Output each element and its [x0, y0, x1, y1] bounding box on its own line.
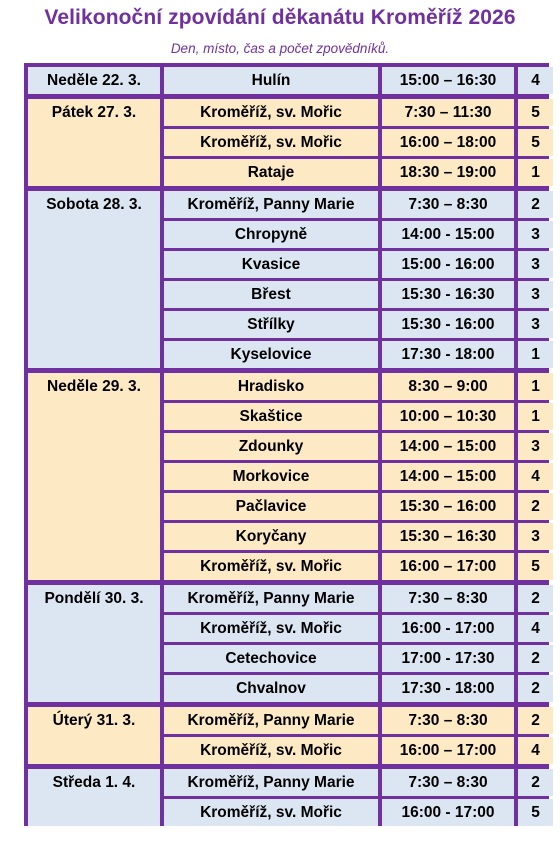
- place-cell: Kroměříž, Panny Marie: [164, 585, 378, 612]
- day-label: Neděle 22. 3.: [28, 67, 160, 94]
- time-cell: 15:30 – 16:30: [382, 523, 514, 550]
- table-row: [28, 373, 553, 400]
- time-cell: 16:00 – 17:00: [382, 553, 514, 580]
- confessors-count-cell: 2: [518, 707, 553, 734]
- table-row: [28, 67, 553, 94]
- place-cell: Kroměříž, sv. Mořic: [164, 553, 378, 580]
- confessors-count-cell: 5: [518, 799, 553, 826]
- confessors-count-cell: 2: [518, 645, 553, 672]
- time-cell: 16:00 – 18:00: [382, 129, 514, 156]
- place-cell: Kroměříž, sv. Mořic: [164, 737, 378, 764]
- table-row: [28, 99, 553, 126]
- table-row: [28, 251, 553, 278]
- confessors-count-cell: 5: [518, 99, 553, 126]
- place-cell: Chvalnov: [164, 675, 378, 702]
- time-cell: 7:30 – 8:30: [382, 191, 514, 218]
- confessors-count-cell: 2: [518, 493, 553, 520]
- table-row: [28, 311, 553, 338]
- time-cell: 7:30 – 8:30: [382, 769, 514, 796]
- confessors-count-cell: 4: [518, 615, 553, 642]
- page-subtitle: Den, místo, čas a počet zpovědníků.: [170, 41, 390, 56]
- place-cell: Kvasice: [164, 251, 378, 278]
- place-cell: Kroměříž, sv. Mořic: [164, 129, 378, 156]
- confessors-count-cell: 5: [518, 129, 553, 156]
- time-cell: 16:00 - 17:00: [382, 615, 514, 642]
- confessors-count-cell: 1: [518, 159, 553, 186]
- table-row: [28, 615, 553, 642]
- confessors-count-cell: 3: [518, 433, 553, 460]
- confessors-count-cell: 4: [518, 463, 553, 490]
- table-row: [28, 493, 553, 520]
- confessors-count-cell: 1: [518, 341, 553, 368]
- table-row: [28, 433, 553, 460]
- time-cell: 16:00 – 17:00: [382, 737, 514, 764]
- time-cell: 7:30 – 8:30: [382, 707, 514, 734]
- time-cell: 15:00 – 16:30: [382, 67, 514, 94]
- time-cell: 17:00 - 17:30: [382, 645, 514, 672]
- place-cell: Zdounky: [164, 433, 378, 460]
- time-cell: 15:30 – 16:00: [382, 493, 514, 520]
- confessors-count-cell: 1: [518, 403, 553, 430]
- table-row: [28, 463, 553, 490]
- time-cell: 8:30 – 9:00: [382, 373, 514, 400]
- day-label: Úterý 31. 3.: [28, 707, 160, 764]
- time-cell: 15:30 - 16:00: [382, 311, 514, 338]
- place-cell: Kroměříž, sv. Mořic: [164, 99, 378, 126]
- table-row: [28, 191, 553, 218]
- time-cell: 14:00 – 15:00: [382, 433, 514, 460]
- place-cell: Pačlavice: [164, 493, 378, 520]
- place-cell: Břest: [164, 281, 378, 308]
- confessors-count-cell: 1: [518, 373, 553, 400]
- confessors-count-cell: 4: [518, 737, 553, 764]
- time-cell: 18:30 – 19:00: [382, 159, 514, 186]
- time-cell: 7:30 – 11:30: [382, 99, 514, 126]
- place-cell: Hradisko: [164, 373, 378, 400]
- table-row: [28, 221, 553, 248]
- confessors-count-cell: 2: [518, 769, 553, 796]
- place-cell: Kroměříž, Panny Marie: [164, 191, 378, 218]
- day-label: Neděle 29. 3.: [28, 373, 160, 580]
- place-cell: Cetechovice: [164, 645, 378, 672]
- confessors-count-cell: 2: [518, 675, 553, 702]
- confessors-count-cell: 3: [518, 221, 553, 248]
- time-cell: 10:00 – 10:30: [382, 403, 514, 430]
- place-cell: Kroměříž, sv. Mořic: [164, 615, 378, 642]
- place-cell: Chropyně: [164, 221, 378, 248]
- table-row: [28, 281, 553, 308]
- place-cell: Hulín: [164, 67, 378, 94]
- table-row: [28, 645, 553, 672]
- time-cell: 17:30 - 18:00: [382, 675, 514, 702]
- place-cell: Kroměříž, Panny Marie: [164, 769, 378, 796]
- table-row: [28, 403, 553, 430]
- table-row: [28, 129, 553, 156]
- time-cell: 15:30 - 16:30: [382, 281, 514, 308]
- day-label: Středa 1. 4.: [28, 769, 160, 826]
- table-row: [28, 159, 553, 186]
- table-row: [28, 799, 553, 826]
- confessors-count-cell: 2: [518, 585, 553, 612]
- day-label: Pondělí 30. 3.: [28, 585, 160, 702]
- time-cell: 15:00 - 16:00: [382, 251, 514, 278]
- confessors-count-cell: 3: [518, 281, 553, 308]
- table-row: [28, 553, 553, 580]
- place-cell: Kroměříž, Panny Marie: [164, 707, 378, 734]
- time-cell: 14:00 - 15:00: [382, 221, 514, 248]
- confessors-count-cell: 3: [518, 311, 553, 338]
- place-cell: Morkovice: [164, 463, 378, 490]
- confessors-count-cell: 4: [518, 67, 553, 94]
- place-cell: Skaštice: [164, 403, 378, 430]
- time-cell: 7:30 – 8:30: [382, 585, 514, 612]
- table-row: [28, 675, 553, 702]
- confessors-count-cell: 3: [518, 251, 553, 278]
- table-row: [28, 523, 553, 550]
- table-row: [28, 585, 553, 612]
- place-cell: Koryčany: [164, 523, 378, 550]
- confessors-count-cell: 5: [518, 553, 553, 580]
- place-cell: Rataje: [164, 159, 378, 186]
- time-cell: 17:30 - 18:00: [382, 341, 514, 368]
- table-row: [28, 769, 553, 796]
- place-cell: Střílky: [164, 311, 378, 338]
- place-cell: Kyselovice: [164, 341, 378, 368]
- table-row: [28, 737, 553, 764]
- table-row: [28, 341, 553, 368]
- page-title: Velikonoční zpovídání děkanátu Kroměříž 2026: [44, 6, 516, 29]
- day-label: Pátek 27. 3.: [28, 99, 160, 186]
- table-row: [28, 707, 553, 734]
- place-cell: Kroměříž, sv. Mořic: [164, 799, 378, 826]
- confessors-count-cell: 3: [518, 523, 553, 550]
- time-cell: 16:00 - 17:00: [382, 799, 514, 826]
- day-label: Sobota 28. 3.: [28, 191, 160, 368]
- confessors-count-cell: 2: [518, 191, 553, 218]
- time-cell: 14:00 – 15:00: [382, 463, 514, 490]
